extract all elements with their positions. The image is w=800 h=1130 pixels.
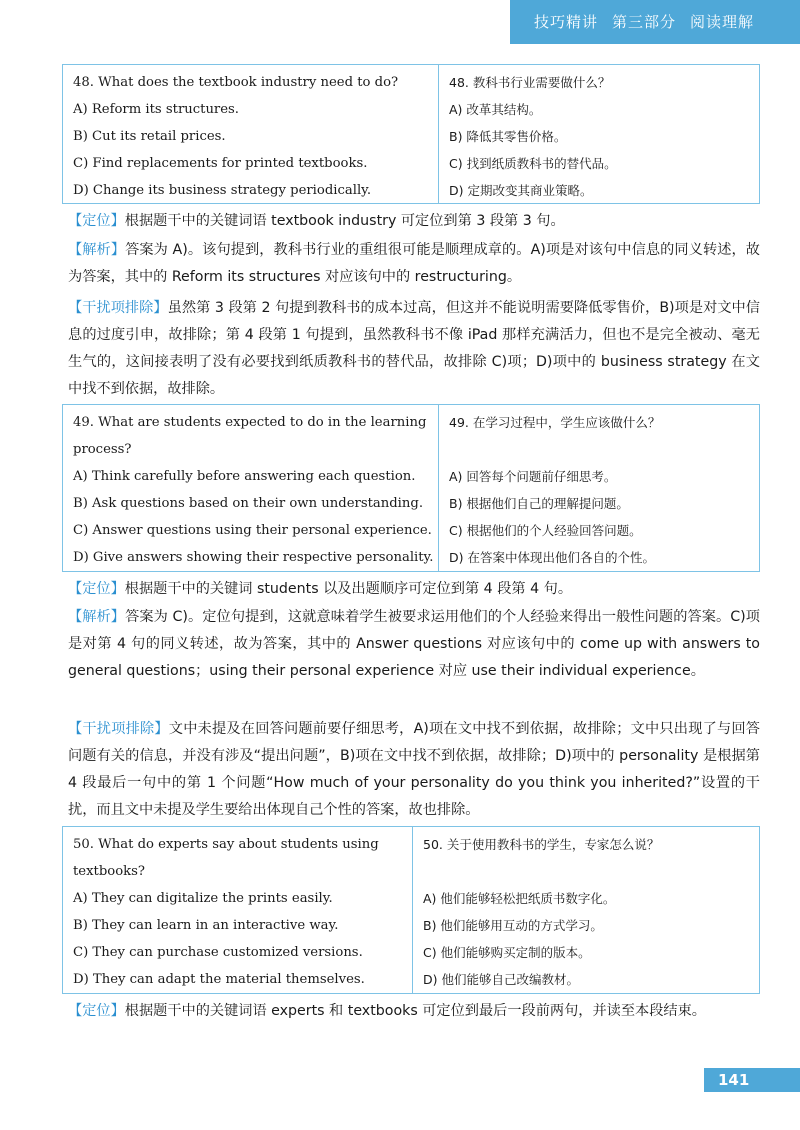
locate-text: 根据题干中的关键词 students 以及出题顺序可定位到第 4 段第 4 句。: [124, 581, 573, 597]
question-49-stem-zh: 49. 在学习过程中，学生应该做什么？: [449, 415, 661, 430]
question-49-option-a-zh: A) 回答每个问题前仔细思考。: [449, 469, 617, 484]
question-48-option-a: A) Reform its structures.: [73, 102, 240, 117]
distractor-tag: 【干扰项排除】: [68, 300, 168, 316]
question-49-option-c: C) Answer questions using their personal experience.: [73, 523, 432, 538]
question-50-stem-cont: textbooks?: [73, 864, 145, 879]
locate-tag: 【定位】: [68, 581, 125, 597]
question-49-stem-cont: process?: [73, 442, 132, 457]
question-50-spacer: [423, 858, 751, 885]
question-49-option-b: B) Ask questions based on their own understanding.: [73, 496, 424, 511]
question-50-option-a-zh: A) 他们能够轻松把纸质书数字化。: [423, 891, 616, 906]
question-49-stem: 49. What are students expected to do in the learning: [73, 415, 427, 430]
page-header: [510, 0, 800, 44]
locate-text: 根据题干中的关键词语 textbook industry 可定位到第 3 段第 3 句。: [124, 213, 565, 229]
question-49-spacer: [449, 436, 751, 463]
question-50-stem: 50. What do experts say about students using: [73, 837, 379, 852]
q48-distractor: [68, 295, 760, 403]
question-49-box: [62, 404, 760, 572]
page-number: 141: [704, 1068, 800, 1092]
q48-locate: [68, 208, 760, 235]
question-48-option-d: D) Change its business strategy periodically.: [73, 183, 372, 198]
question-50-option-b-zh: B) 他们能够用互动的方式学习。: [423, 918, 603, 933]
locate-text: 根据题干中的关键词语 experts 和 textbooks 可定位到最后一段前两句，并读至本段结束。: [124, 1003, 706, 1019]
q49-distractor: [68, 716, 760, 824]
question-49-english: [63, 405, 439, 571]
question-48-option-b: B) Cut its retail prices.: [73, 129, 226, 144]
question-49-option-d-zh: D) 在答案中体现出他们各自的个性。: [449, 550, 655, 565]
question-50-option-c: C) They can purchase customized versions.: [73, 945, 363, 960]
question-50-option-a: A) They can digitalize the prints easily.: [73, 891, 333, 906]
distractor-text: 文中未提及在回答问题前要仔细思考，A)项在文中找不到依据，故排除；文中只出现了与回答问题有关的信息，并没有涉及“提出问题”，B)项在文中找不到依据，故排除；D)项中的 personality 是根据第 4 段最后一句中的第 1 个问题“How much of your personality do you think you inherited?”设置的干扰，而且文中未提及学生要给出体现自己个性的答案，故也排除。: [68, 721, 760, 818]
question-48-english: [63, 65, 439, 203]
question-48-option-a-zh: A) 改革其结构。: [449, 102, 542, 117]
analysis-text: 答案为 A)。该句提到，教科书行业的重组很可能是顺理成章的。A)项是对该句中信息的同义转述，故为答案，其中的 Reform its structures 对应该句中的 restructuring。: [68, 242, 760, 285]
question-48-stem: 48. What does the textbook industry need to do?: [73, 75, 399, 90]
analysis-tag: 【解析】: [68, 609, 126, 625]
question-50-option-d-zh: D) 他们能够自己改编教材。: [423, 972, 579, 987]
question-49-option-b-zh: B) 根据他们自己的理解提问题。: [449, 496, 629, 511]
locate-tag: 【定位】: [68, 213, 125, 229]
distractor-text: 虽然第 3 段第 2 句提到教科书的成本过高，但这并不能说明需要降低零售价，B)项是对文中信息的过度引申，故排除；第 4 段第 1 句提到，虽然教科书不像 iPad 那样充满活力，但也不是完全被动、毫无生气的，这间接表明了没有必要找到纸质教科书的替代品，故排除 C)项；D)项中的 business strategy 在文中找不到依据，故排除。: [68, 300, 760, 397]
question-50-chinese: [413, 827, 759, 993]
analysis-tag: 【解析】: [68, 242, 126, 258]
q49-locate: [68, 576, 760, 603]
question-48-chinese: [439, 65, 759, 203]
header-chapter: 技巧精讲: [534, 13, 599, 31]
distractor-tag: 【干扰项排除】: [68, 721, 169, 737]
header-part: 第三部分: [612, 13, 677, 31]
question-50-option-d: D) They can adapt the material themselves.: [73, 972, 365, 987]
question-49-option-c-zh: C) 根据他们的个人经验回答问题。: [449, 523, 642, 538]
question-48-stem-zh: 48. 教科书行业需要做什么？: [449, 75, 611, 90]
question-48-option-b-zh: B) 降低其零售价格。: [449, 129, 567, 144]
question-50-box: [62, 826, 760, 994]
question-48-box: [62, 64, 760, 204]
question-50-english: [63, 827, 413, 993]
header-section: 阅读理解: [690, 13, 755, 31]
q48-analysis: [68, 237, 760, 291]
analysis-text: 答案为 C)。定位句提到，这就意味着学生被要求运用他们的个人经验来得出一般性问题的答案。C)项是对第 4 句的同义转述，故为答案，其中的 Answer questions 对应该句中的 come up with answers to general questions；using their personal experience 对应 use their individual experience。: [68, 609, 760, 679]
question-49-option-a: A) Think carefully before answering each question.: [73, 469, 416, 484]
question-48-option-c: C) Find replacements for printed textbooks.: [73, 156, 368, 171]
q49-analysis: [68, 604, 760, 685]
question-48-option-c-zh: C) 找到纸质教科书的替代品。: [449, 156, 617, 171]
question-50-option-b: B) They can learn in an interactive way.: [73, 918, 339, 933]
locate-tag: 【定位】: [68, 1003, 125, 1019]
question-49-option-d: D) Give answers showing their respective personality.: [73, 550, 434, 565]
question-48-option-d-zh: D) 定期改变其商业策略。: [449, 183, 593, 198]
question-49-chinese: [439, 405, 759, 571]
q50-locate: [68, 998, 760, 1025]
question-50-stem-zh: 50. 关于使用教科书的学生，专家怎么说？: [423, 837, 660, 852]
question-50-option-c-zh: C) 他们能够购买定制的版本。: [423, 945, 591, 960]
